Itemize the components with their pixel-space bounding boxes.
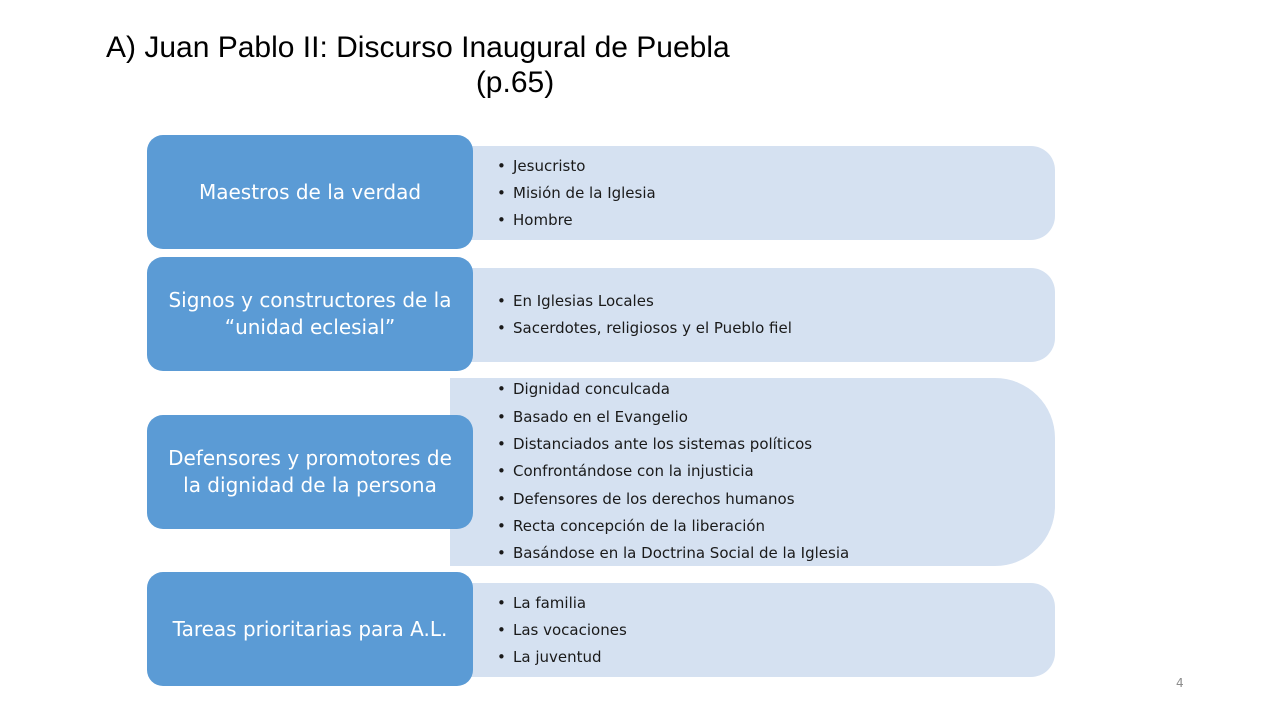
row-1-label: Maestros de la verdad — [198, 179, 422, 204]
row-3-label-box — [147, 415, 473, 529]
row-1-label-box — [147, 135, 473, 249]
bullet-item: • Dignidad conculcada — [497, 376, 1055, 403]
bullet-item: • Distanciados ante los sistemas políticos — [497, 431, 1055, 458]
row-3-label: Defensores y promotores de la dignidad de la persona — [168, 446, 452, 497]
bullet-item: • La juventud — [497, 644, 1055, 671]
row-4-label: Tareas prioritarias para A.L. — [172, 616, 448, 641]
slide-title-line-2: (p.65) — [475, 66, 555, 99]
bullet-item: • Misión de la Iglesia — [497, 180, 1055, 207]
slide-title-line-1: A) Juan Pablo II: Discurso Inaugural de Puebla — [106, 31, 730, 64]
row-2-label: Signos y constructores de la “unidad eclesial” — [168, 288, 452, 339]
row-2-bullet-list — [497, 288, 1055, 342]
row-1-bullet-list — [497, 153, 1055, 234]
row-3-detail-box — [450, 378, 1055, 566]
row-2-detail-box — [450, 268, 1055, 362]
bullet-item: • Confrontándose con la injusticia — [497, 458, 1055, 485]
page-number: 4 — [1176, 676, 1184, 690]
slide-title — [100, 30, 780, 100]
bullet-item: • La familia — [497, 590, 1055, 617]
row-4-bullet-list — [497, 590, 1055, 671]
bullet-item: • Basándose en la Doctrina Social de la Iglesia — [497, 540, 1055, 567]
bullet-item: • Basado en el Evangelio — [497, 404, 1055, 431]
bullet-item: • Jesucristo — [497, 153, 1055, 180]
bullet-item: • Las vocaciones — [497, 617, 1055, 644]
row-1-detail-box — [450, 146, 1055, 240]
row-3-bullet-list — [497, 376, 1055, 567]
bullet-item: • En Iglesias Locales — [497, 288, 1055, 315]
bullet-item: • Sacerdotes, religiosos y el Pueblo fiel — [497, 315, 1055, 342]
row-4-label-box — [147, 572, 473, 686]
bullet-item: • Defensores de los derechos humanos — [497, 486, 1055, 513]
bullet-item: • Recta concepción de la liberación — [497, 513, 1055, 540]
bullet-item: • Hombre — [497, 207, 1055, 234]
row-2-label-box — [147, 257, 473, 371]
row-4-detail-box — [450, 583, 1055, 677]
